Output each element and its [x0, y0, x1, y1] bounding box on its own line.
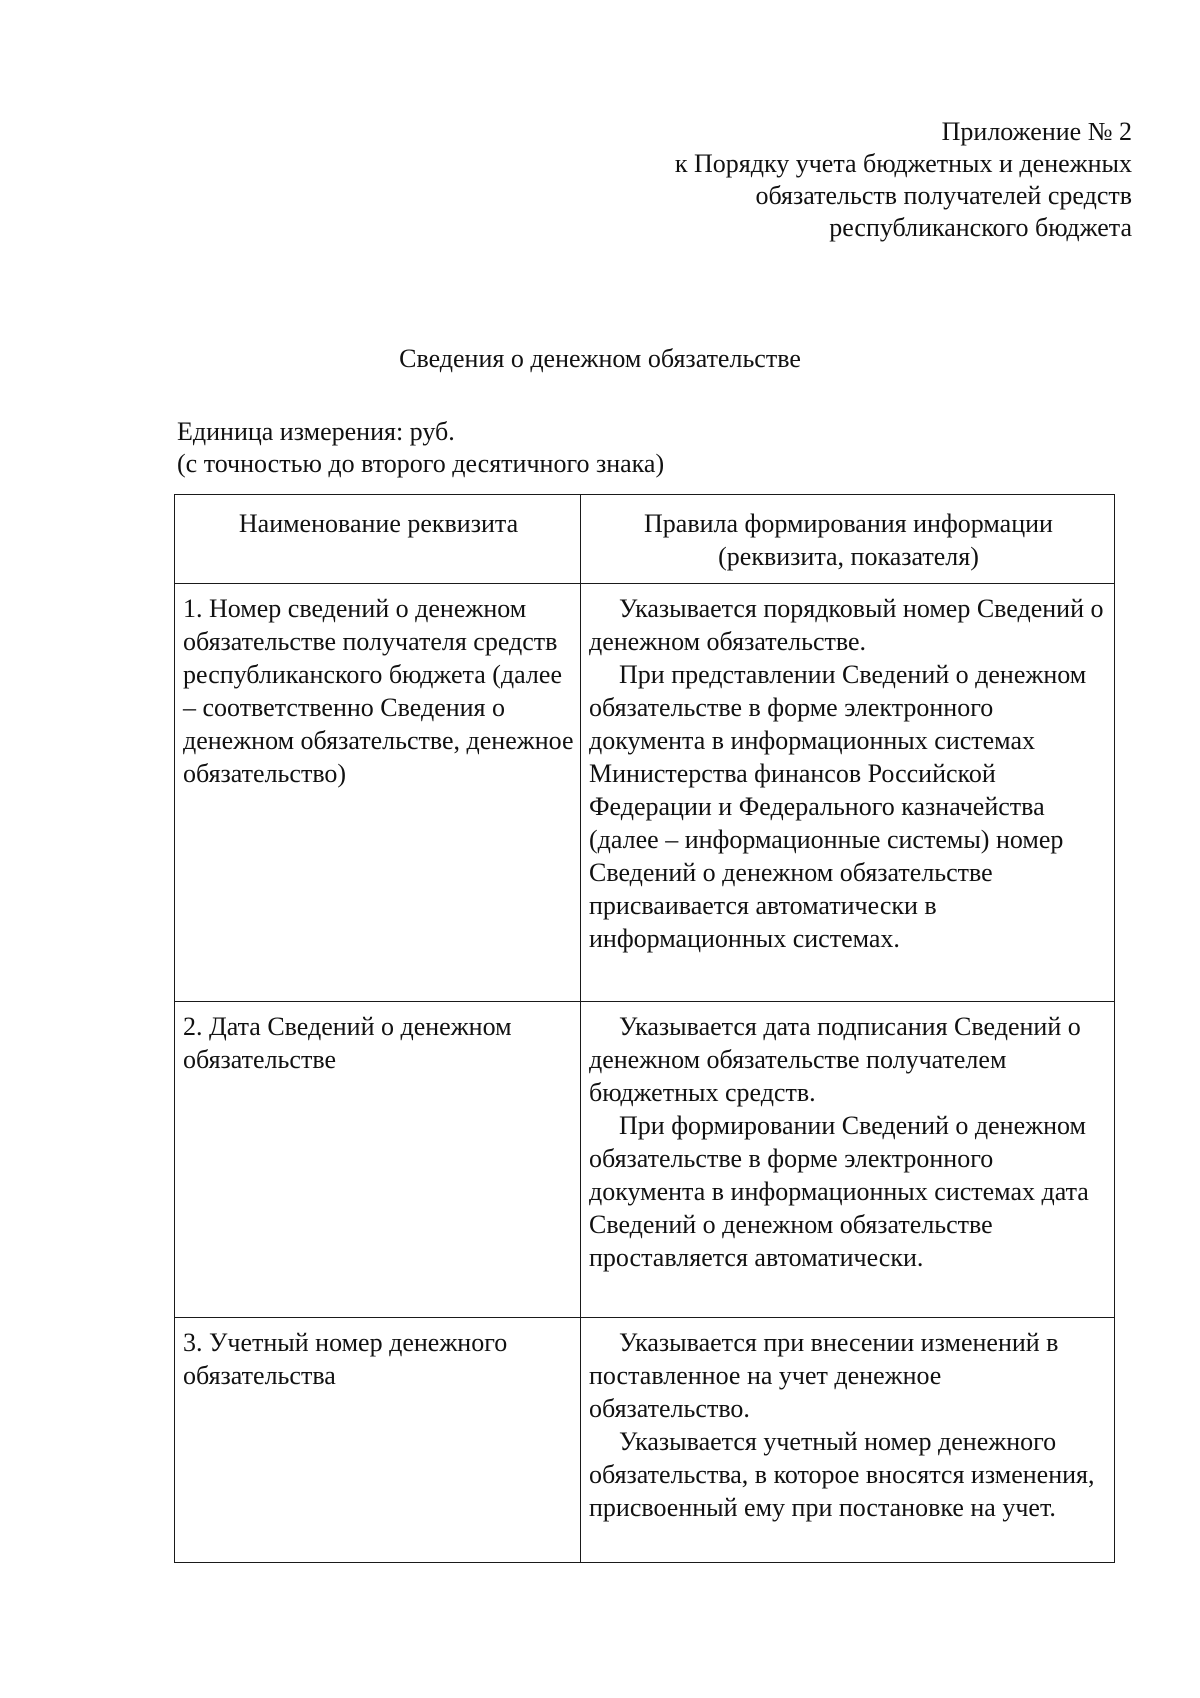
- rules-cell: [581, 1318, 1115, 1563]
- units-note: [177, 416, 664, 480]
- appendix-number: Приложение № 2: [941, 117, 1132, 146]
- rules-paragraph: Указывается дата подписания Сведений о денежном обязательстве получателем бюджетных средств.: [589, 1012, 1081, 1107]
- appendix-line-4: республиканского бюджета: [829, 213, 1132, 242]
- requisite-name-cell: 3. Учетный номер денежного обязательства: [175, 1318, 581, 1563]
- table-row: [175, 1318, 1115, 1563]
- rules-paragraph: При представлении Сведений о денежном обязательстве в форме электронного документа в информационных системах Министерства финансов Российской Федерации и Федерального казначейства (далее – информационные системы) номер Сведений о денежном обязательстве присваивается автоматически в информационных системах.: [589, 660, 1087, 953]
- requisites-table: [174, 494, 1115, 1563]
- rules-paragraph: Указывается учетный номер денежного обязательства, в которое вносятся изменения, присвоенный ему при постановке на учет.: [589, 1427, 1095, 1522]
- rules-paragraph: Указывается при внесении изменений в поставленное на учет денежное обязательство.: [589, 1328, 1059, 1423]
- rules-cell: [581, 1002, 1115, 1318]
- table-row: [175, 1002, 1115, 1318]
- table-header-row: [175, 495, 1115, 584]
- precision-line: (с точностью до второго десятичного знака): [177, 449, 665, 478]
- requisite-name-cell: 1. Номер сведений о денежном обязательстве получателя средств республиканского бюджета (далее – соответственно Сведения о денежном обязательстве, денежное обязательство): [175, 584, 581, 1002]
- appendix-line-3: обязательств получателей средств: [755, 181, 1132, 210]
- table-row: [175, 584, 1115, 1002]
- appendix-reference: [675, 116, 1132, 244]
- rules-paragraph: Указывается порядковый номер Сведений о денежном обязательстве.: [589, 594, 1104, 656]
- header-formation-rules: Правила формирования информации (реквизита, показателя): [581, 495, 1115, 584]
- requisite-name-cell: 2. Дата Сведений о денежном обязательстве: [175, 1002, 581, 1318]
- header-requisite-name: Наименование реквизита: [175, 495, 581, 584]
- units-line: Единица измерения: руб.: [177, 417, 455, 446]
- appendix-line-2: к Порядку учета бюджетных и денежных: [674, 149, 1132, 178]
- document-title: Сведения о денежном обязательстве: [399, 344, 801, 373]
- rules-paragraph: При формировании Сведений о денежном обязательстве в форме электронного документа в информационных системах дата Сведений о денежном обязательстве проставляется автоматически.: [589, 1111, 1089, 1272]
- rules-cell: [581, 584, 1115, 1002]
